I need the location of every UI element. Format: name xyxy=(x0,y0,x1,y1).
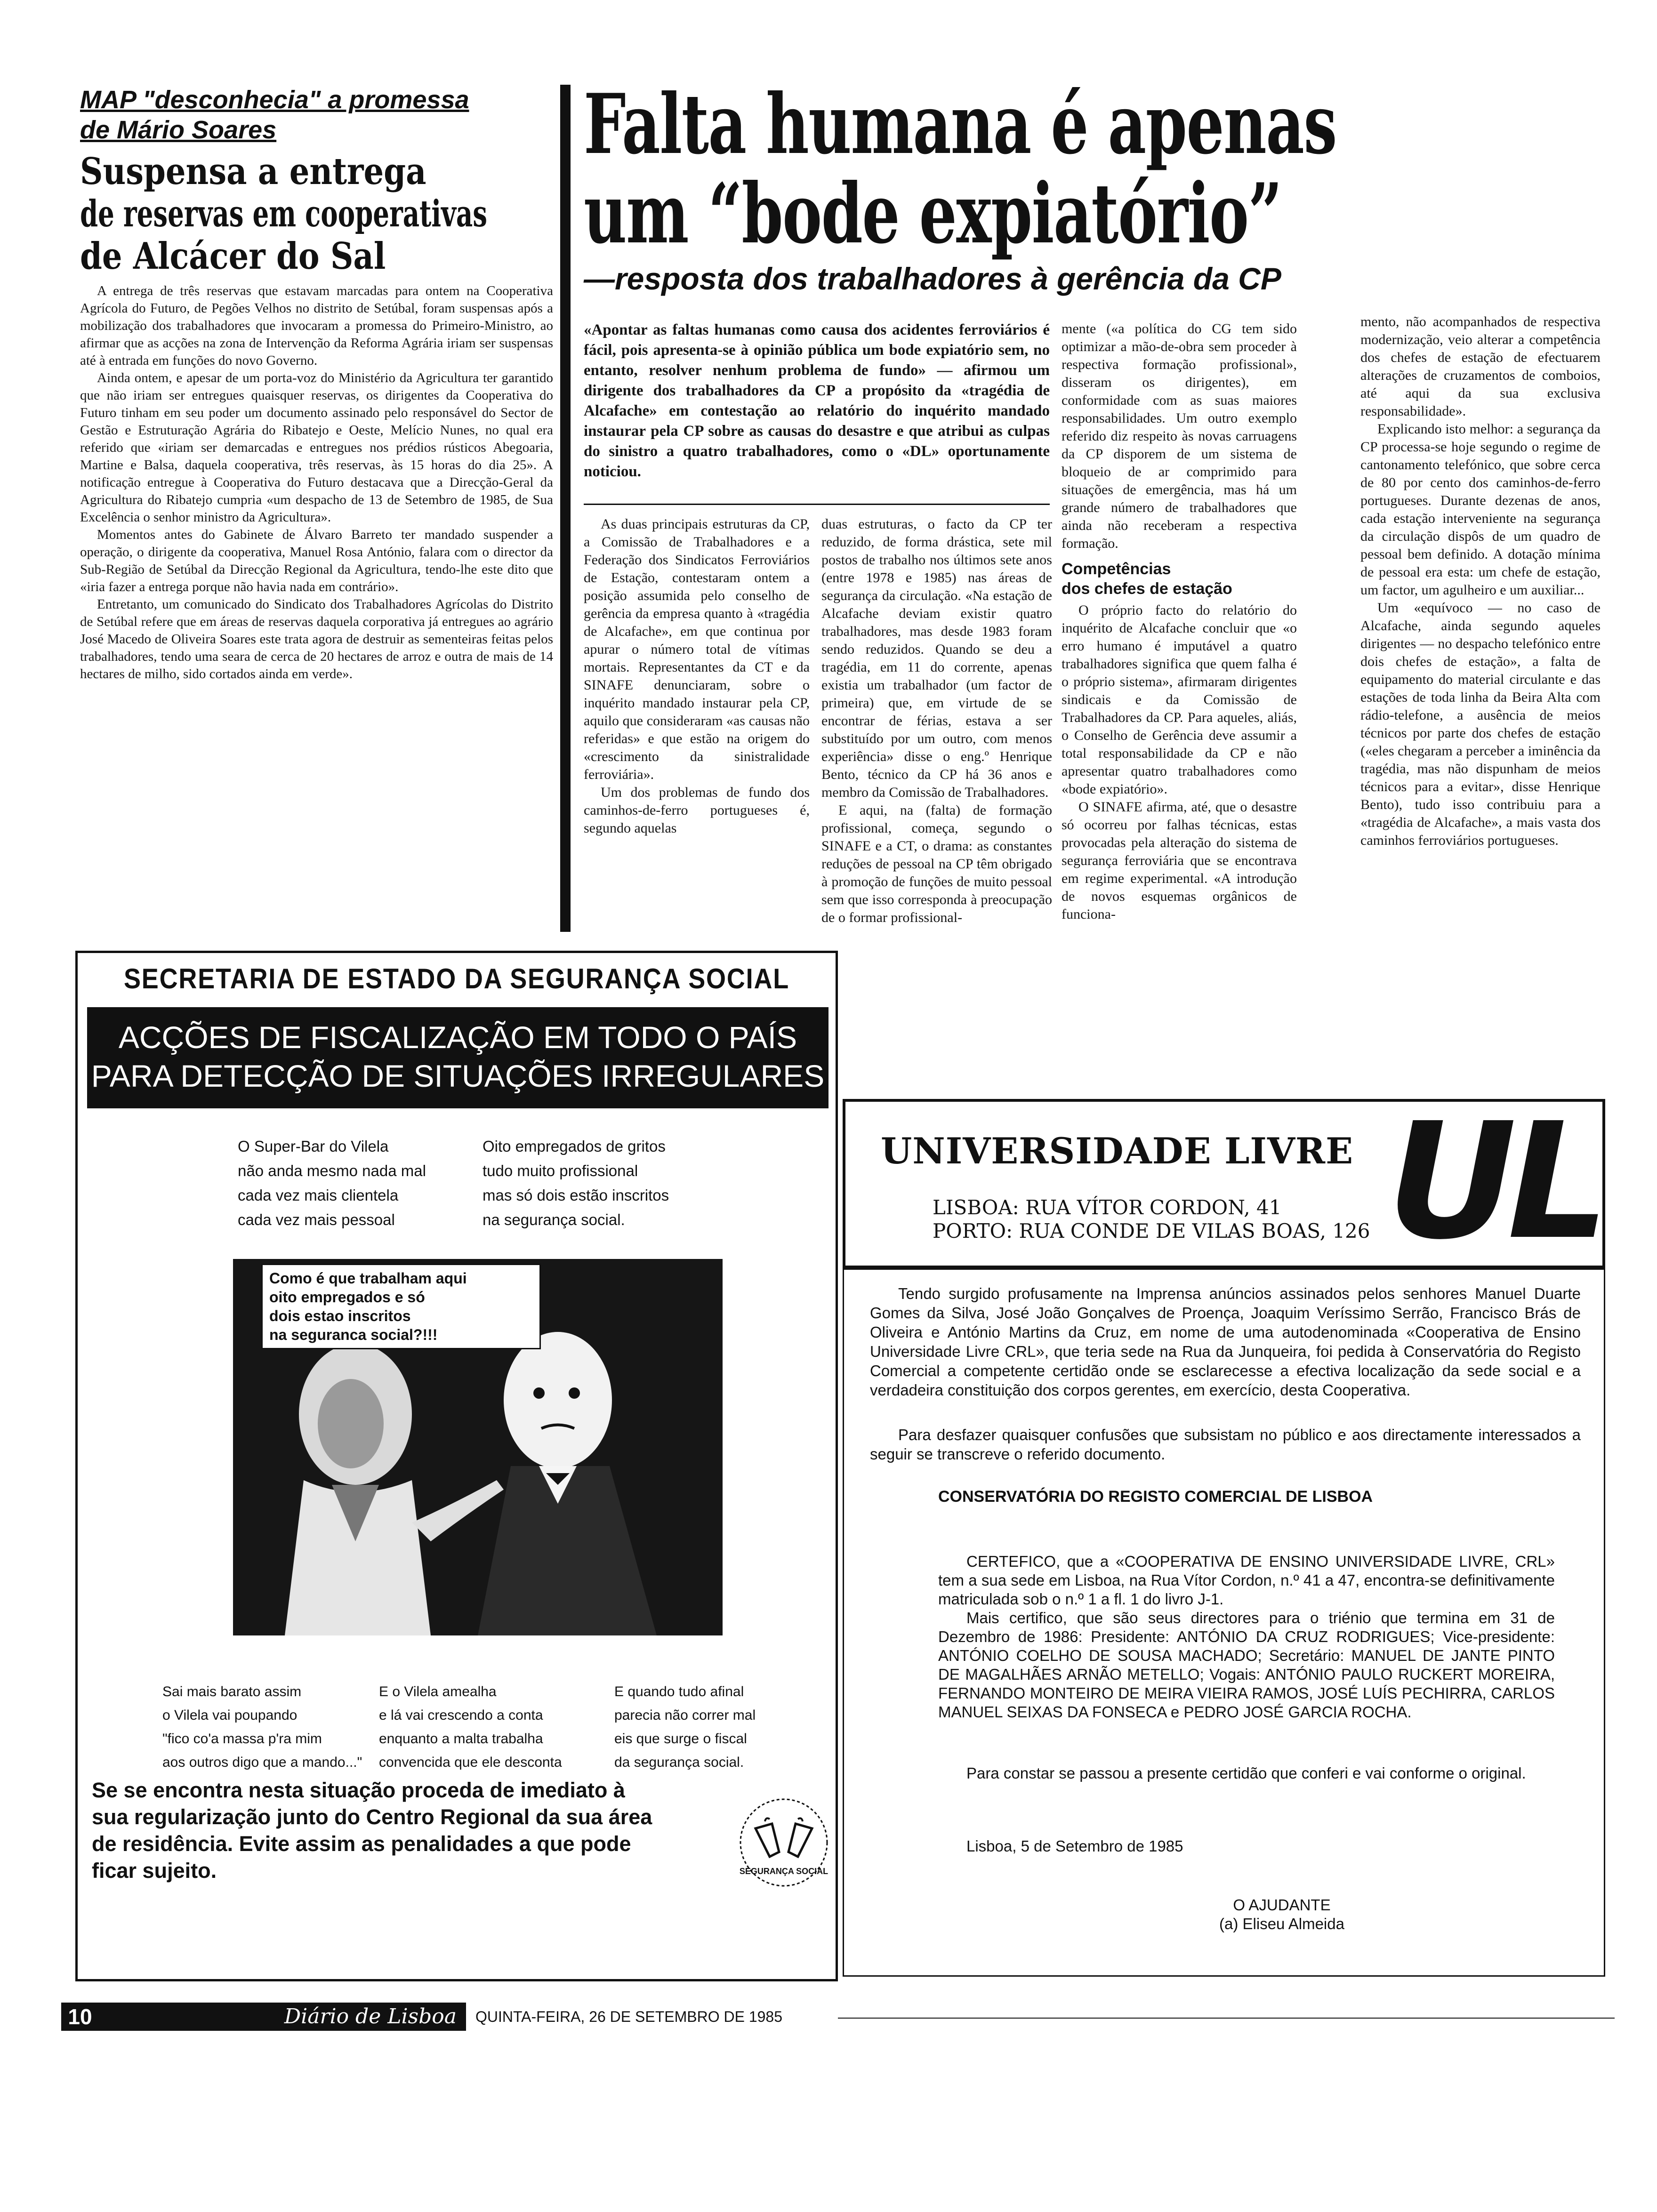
footer-date: QUINTA-FEIRA, 26 DE SETEMBRO DE 1985 xyxy=(475,2008,783,2025)
verse-line: e lá vai crescendo a conta xyxy=(379,1707,543,1723)
verse-line: não anda mesmo nada mal xyxy=(238,1162,426,1179)
ul-logo: UL xyxy=(1387,1089,1600,1275)
verse-line: da segurança social. xyxy=(614,1755,744,1770)
banner-line-1: ACÇÕES DE FISCALIZAÇÃO EM TODO O PAÍS xyxy=(118,1020,797,1055)
verse-line: na segurança social. xyxy=(483,1211,625,1228)
speech-line: dois estao inscritos xyxy=(269,1307,411,1324)
speech-line: oito empregados e só xyxy=(269,1289,425,1306)
verse-line: convencida que ele desconta xyxy=(379,1755,562,1770)
kicker-line-2: de Mário Soares xyxy=(80,116,277,144)
verse-line: "fico co'a massa p'ra mim xyxy=(162,1731,322,1747)
social-security-ad xyxy=(75,951,838,1981)
ad-header: SECRETARIA DE ESTADO DA SEGURANÇA SOCIAL xyxy=(123,963,790,994)
verse-line: parecia não correr mal xyxy=(614,1707,756,1723)
speech-line: na seguranca social?!!! xyxy=(269,1326,438,1343)
main-column-1 xyxy=(584,515,810,837)
universidade-livre-header xyxy=(843,1089,1605,1275)
main-subhead: —resposta dos trabalhadores à gerência da CP xyxy=(584,261,1281,296)
certificate-paragraph-3: Para constar se passou a presente certidão que conferi e vai conforme o original. xyxy=(966,1764,1526,1782)
headline-line-1: Suspensa a entrega xyxy=(80,150,426,193)
footer-rule xyxy=(838,2018,1615,2019)
verse-left xyxy=(238,1134,426,1232)
main-headline-line-2: um “bode expiatório” xyxy=(584,166,1282,262)
verse-line: mas só dois estão inscritos xyxy=(483,1186,669,1204)
body-paragraph: O próprio facto do relatório do inquérito de Alcafache concluir que «o erro humano é imputável a quatro trabalhadores significa que quem falha é o próprio sistema», afirmaram dirigentes sindicais e da Comissão de Trabalhadores da CP. Para aqueles, aliás, o Conselho de Gerência deve assumir a total responsabilidade da CP e não apresentar quatro trabalhadores como «bode expiatório». xyxy=(1062,602,1297,797)
notice-paragraph-2: Para desfazer quaisquer confusões que subsistam no público e aos directamente interessados a seguir se transcreve o referido documento. xyxy=(870,1426,1581,1463)
body-paragraph: duas estruturas, o facto da CP ter reduzido, de forma drástica, sete mil postos de trabalho nos últimos sete anos (entre 1978 e 1985) nas áreas de segurança da circulação. «Na estação de Alcafache deviam existir quatro trabalhadores, mas desde 1983 foram sendo reduzidos. Quando se deu a tragédia, em 11 do corrente, apenas existia um trabalhador (um factor de primeira) que, em virtude de se encontrar de férias, estava a ser substituído por um outro, com menos experiência» disse o eng.º Henrique Bento, técnico da CP há 36 anos e membro da Comissão de Trabalhadores. xyxy=(821,516,1052,800)
logo-text: SEGURANÇA SOCIAL xyxy=(739,1867,828,1876)
ad-banner xyxy=(87,1007,828,1108)
subheading-line-1: Competências xyxy=(1062,560,1171,578)
speech-line: Como é que trabalham aqui xyxy=(269,1270,467,1287)
body-paragraph: mente («a política do CG tem sido optimizar a mão-de-obra sem proceder à respectiva formação profissional», disseram os dirigentes), em conformidade com as suas maiores responsabilidades. Um outro exemplo referido diz respeito às novas carruagens da CP disporem de um sistema de bloqueio de ar comprimido para situações de emergência, mas há um grande número de trabalhadores que ainda não receberam a respectiva formação. xyxy=(1062,321,1297,551)
body-paragraph: E aqui, na (falta) de formação profissional, começa, segundo o SINAFE e a CT, o drama: as constantes reduções de pessoal na CP têm obrigado à promoção de funções de muito pessoal sem que isso corresponda à preocupação de o formar profissional- xyxy=(821,802,1052,925)
university-name: UNIVERSIDADE LIVRE xyxy=(881,1130,1353,1172)
cta-line: Se se encontra nesta situação proceda de imediato à xyxy=(92,1778,625,1802)
verse-line: O Super-Bar do Vilela xyxy=(238,1138,389,1155)
main-headline-line-1: Falta humana é apenas xyxy=(584,76,1336,173)
body-paragraph: mento, não acompanhados de respectiva modernização, veio alterar a competência dos chefes de estação de efectuarem alterações de cruzamentos de comboios, até aqui da sua exclusiva responsabilidade». xyxy=(1360,314,1601,419)
seguranca-social-logo xyxy=(737,1795,831,1890)
verse-line: E quando tudo afinal xyxy=(614,1684,744,1699)
universidade-livre-notice xyxy=(843,1268,1605,1977)
verse-line: aos outros digo que a mando..." xyxy=(162,1755,362,1770)
verse-bottom-2 xyxy=(379,1680,562,1774)
lead-rule xyxy=(584,504,1050,505)
certificate-title: CONSERVATÓRIA DO REGISTO COMERCIAL DE LISBOA xyxy=(938,1488,1373,1506)
left-article xyxy=(80,85,553,932)
university-porto-address: PORTO: RUA CONDE DE VILAS BOAS, 126 xyxy=(933,1219,1370,1242)
main-column-2 xyxy=(821,515,1052,927)
signer-title: O AJUDANTE xyxy=(1233,1896,1331,1914)
banner-line-2: PARA DETECÇÃO DE SITUAÇÕES IRREGULARES xyxy=(91,1058,825,1093)
verse-line: E o Vilela amealha xyxy=(379,1684,497,1699)
certificate-paragraph-2: Mais certifico, que são seus directores para o triénio que termina em 31 de Dezembro de 1986: Presidente: ANTÓNIO DA CRUZ RODRIGUES; Vice-presidente: ANTÓNIO COELHO DE SOUSA MACHADO; Secretário: MANUEL DE JANTE PINTO DE MAGALHÃES ARNÃO METELLO; Vogais: ANTÓNIO PAULO RUCKERT MOREIRA, FERNANDO MONTEIRO DE MEIRA VIEIRA RAMOS, JOSÉ LUÍS PECHIRRA, CARLOS MANUEL SEIXAS DA FONSECA e PEDRO JOSÉ GARCIA ROCHA. xyxy=(938,1609,1555,1721)
headline-line-2: de reservas em cooperativas xyxy=(80,192,487,235)
cta-line: de residência. Evite assim as penalidades a que pode xyxy=(92,1832,631,1856)
body-paragraph: O SINAFE afirma, até, que o desastre só ocorreu por falhas técnicas, estas provocadas pela alteração do sistema de segurança ferroviária que se encontrava em regime experimental. «A introdução de novos esquemas orgânicos de funciona- xyxy=(1062,799,1297,922)
body-paragraph: A entrega de três reservas que estavam marcadas para ontem na Cooperativa Agrícola do Futuro, de Pegões Velhos no distrito de Setúbal, foram suspensas após a mobilização dos trabalhadores que invocaram a promessa do Primeiro-Ministro, ao afirmar que as acções na zona de Intervenção da Reforma Agrária iriam ser suspensas até à entrada em funções do novo Governo. xyxy=(80,283,553,368)
page-number: 10 xyxy=(61,2003,99,2031)
column-divider-bar xyxy=(560,85,571,932)
verse-line: Sai mais barato assim xyxy=(162,1684,302,1699)
main-column-3 xyxy=(1062,320,1297,923)
signer-name: (a) Eliseu Almeida xyxy=(1219,1915,1344,1932)
main-column-4 xyxy=(1360,313,1601,850)
certificate-paragraph-1: CERTEFICO, que a «COOPERATIVA DE ENSINO UNIVERSIDADE LIVRE, CRL» tem a sua sede em Lisboa, na Rua Vítor Cordon, n.º 41 a 47, encontra-se definitivamente matriculada sob o n.º 1 a fl. 1 do livro J-1. xyxy=(938,1553,1555,1608)
verse-line: Oito empregados de gritos xyxy=(483,1138,666,1155)
certificate-date: Lisboa, 5 de Setembro de 1985 xyxy=(966,1837,1183,1855)
body-paragraph: Um dos problemas de fundo dos caminhos-de-ferro portugueses é, segundo aquelas xyxy=(584,785,810,836)
university-lisbon-address: LISBOA: RUA VÍTOR CORDON, 41 xyxy=(933,1196,1282,1219)
left-article-body xyxy=(80,282,553,683)
page-footer xyxy=(61,2003,1615,2040)
ad-call-to-action xyxy=(92,1777,652,1884)
verse-right xyxy=(483,1134,669,1232)
ad-photo xyxy=(233,1259,723,1635)
body-paragraph: Entretanto, um comunicado do Sindicato dos Trabalhadores Agrícolas do Distrito de Setúbal refere que em áreas de reservas daquela corporativa já entregues ao agrário José Macedo de Oliveira Soares este trata agora de destruir as sementeiras feitas pelos trabalhadores, tendo uma seara de cerca de 20 hectares de arroz e outra de mais de 14 hectares de milho, sido cortados ainda em verde». xyxy=(80,597,553,681)
headline-line-3: de Alcácer do Sal xyxy=(80,235,386,278)
verse-line: eis que surge o fiscal xyxy=(614,1731,747,1747)
body-paragraph: Ainda ontem, e apesar de um porta-voz do Ministério da Agricultura ter garantido que não iriam ser entregues quaisquer reservas, os dirigentes da Cooperativa do Futuro tinham em seu poder um documento assinado pelo responsável do Sector de Gestão e Estruturação Agrária do Ribatejo e Oeste, Melício Nunes, no qual era referido que «iriam ser demarcadas e entregues nos prédios rústicos Abegoaria, Martine e Balsa, daquela cooperativa, três reservas, às 15 horas do dia 25». A notificação entregue à Cooperativa do Futuro destacava que a Direcção-Geral da Agricultura do Ribatejo cumpria «um despacho de 13 de Setembro de 1985, de Sua Excelência o senhor ministro da Agricultura». xyxy=(80,370,553,525)
subheading-line-2: dos chefes de estação xyxy=(1062,580,1232,598)
verse-line: enquanto a malta trabalha xyxy=(379,1731,543,1747)
verse-line: o Vilela vai poupando xyxy=(162,1707,298,1723)
speech-bubble xyxy=(261,1264,541,1349)
verse-line: tudo muito profissional xyxy=(483,1162,638,1179)
cta-line: sua regularização junto do Centro Regional da sua área xyxy=(92,1805,652,1829)
verse-bottom-3 xyxy=(614,1680,756,1774)
body-paragraph: As duas principais estruturas da CP, a Comissão de Trabalhadores e a Federação dos Sindicatos Ferroviários de Estação, contestaram ontem a posição assumida pelo conselho de gerência da empresa quanto à «tragédia de Alcafache», em que continua por apurar o número total de vítimas mortais. Representantes da CT e da SINAFE denunciaram, sobre o inquérito mandado instaurar pela CP, aquilo que consideraram «as causas não referidas» e que estão na origem do «crescimento da sinistralidade ferroviária». xyxy=(584,516,810,782)
main-lead: «Apontar as faltas humanas como causa dos acidentes ferroviários é fácil, pois apresenta-se à opinião pública um bode expiatório sem, no entanto, resolver nenhum problema de fundo» — afirmou um dirigente dos trabalhadores da CP a propósito da «tragédia de Alcafache» em contestação ao relatório do inquérito mandado instaurar pela CP sobre as causas do desastre e que atribui as culpas do sinistro a quatro trabalhadores, como o «DL» oportunamente noticiou. xyxy=(584,321,1050,480)
verse-bottom-1 xyxy=(162,1680,362,1774)
body-paragraph: Explicando isto melhor: a segurança da CP processa-se hoje segundo o regime de cantonamento telefónico, que sobre cerca de 80 por cento dos caminhos-de-ferro portugueses. Durante dezenas de anos, cada estação interveniente na segurança da circulação dispôs de um quadro de pessoal bem definido. A dotação mínima de pessoal era esta: um chefe de estação, um factor, um agulheiro e um auxiliar... xyxy=(1360,421,1601,598)
kicker-line-1: MAP "desconhecia" a promessa xyxy=(80,86,469,114)
notice-paragraph-1: Tendo surgido profusamente na Imprensa anúncios assinados pelos senhores Manuel Duarte Gomes da Silva, José João Gonçalves de Proença, Joaquim Veríssimo Serrão, Francisco Brás de Oliveira e António Martins da Cruz, em nome de uma autodenominada «Cooperativa de Ensino Universidade Livre CRL», que teria sede na Rua da Junqueira, foi pedida à Conservatória do Registo Comercial a competente certidão onde se esclarecesse a efectiva localização da sede social e a verdadeira constituição dos corpos gerentes, em exercício, desta Cooperativa. xyxy=(870,1285,1581,1399)
cta-line: ficar sujeito. xyxy=(92,1859,217,1883)
verse-line: cada vez mais clientela xyxy=(238,1186,399,1204)
body-paragraph: Momentos antes do Gabinete de Álvaro Barreto ter mandado suspender a operação, o dirigente da cooperativa, Manuel Rosa António, falara com o director da Sub-Região de Setúbal da Direcção Regional da Agricultura, tendo-lhe este dito que «iria fazer a entrega porque não havia nada em contrário». xyxy=(80,527,553,594)
body-paragraph: Um «equívoco — no caso de Alcafache, ainda segundo aqueles dirigentes — no despacho telefónico entre dois chefes de estação», a falta de equipamento do material circulante e das estações de toda linha da Beira Alta com rádio-telefone, a ausência de meios técnicos por parte dos chefes de estação («eles chegaram a perceber a iminência da tragédia, mas não dispunham de meios técnicos para a evitar», disse Henrique Bento), tudo isso contribuiu para a «tragédia de Alcafache», a mais vasta dos caminhos ferroviários portugueses. xyxy=(1360,600,1601,848)
paper-name: Diário de Lisboa xyxy=(99,2003,466,2031)
verse-line: cada vez mais pessoal xyxy=(238,1211,395,1228)
